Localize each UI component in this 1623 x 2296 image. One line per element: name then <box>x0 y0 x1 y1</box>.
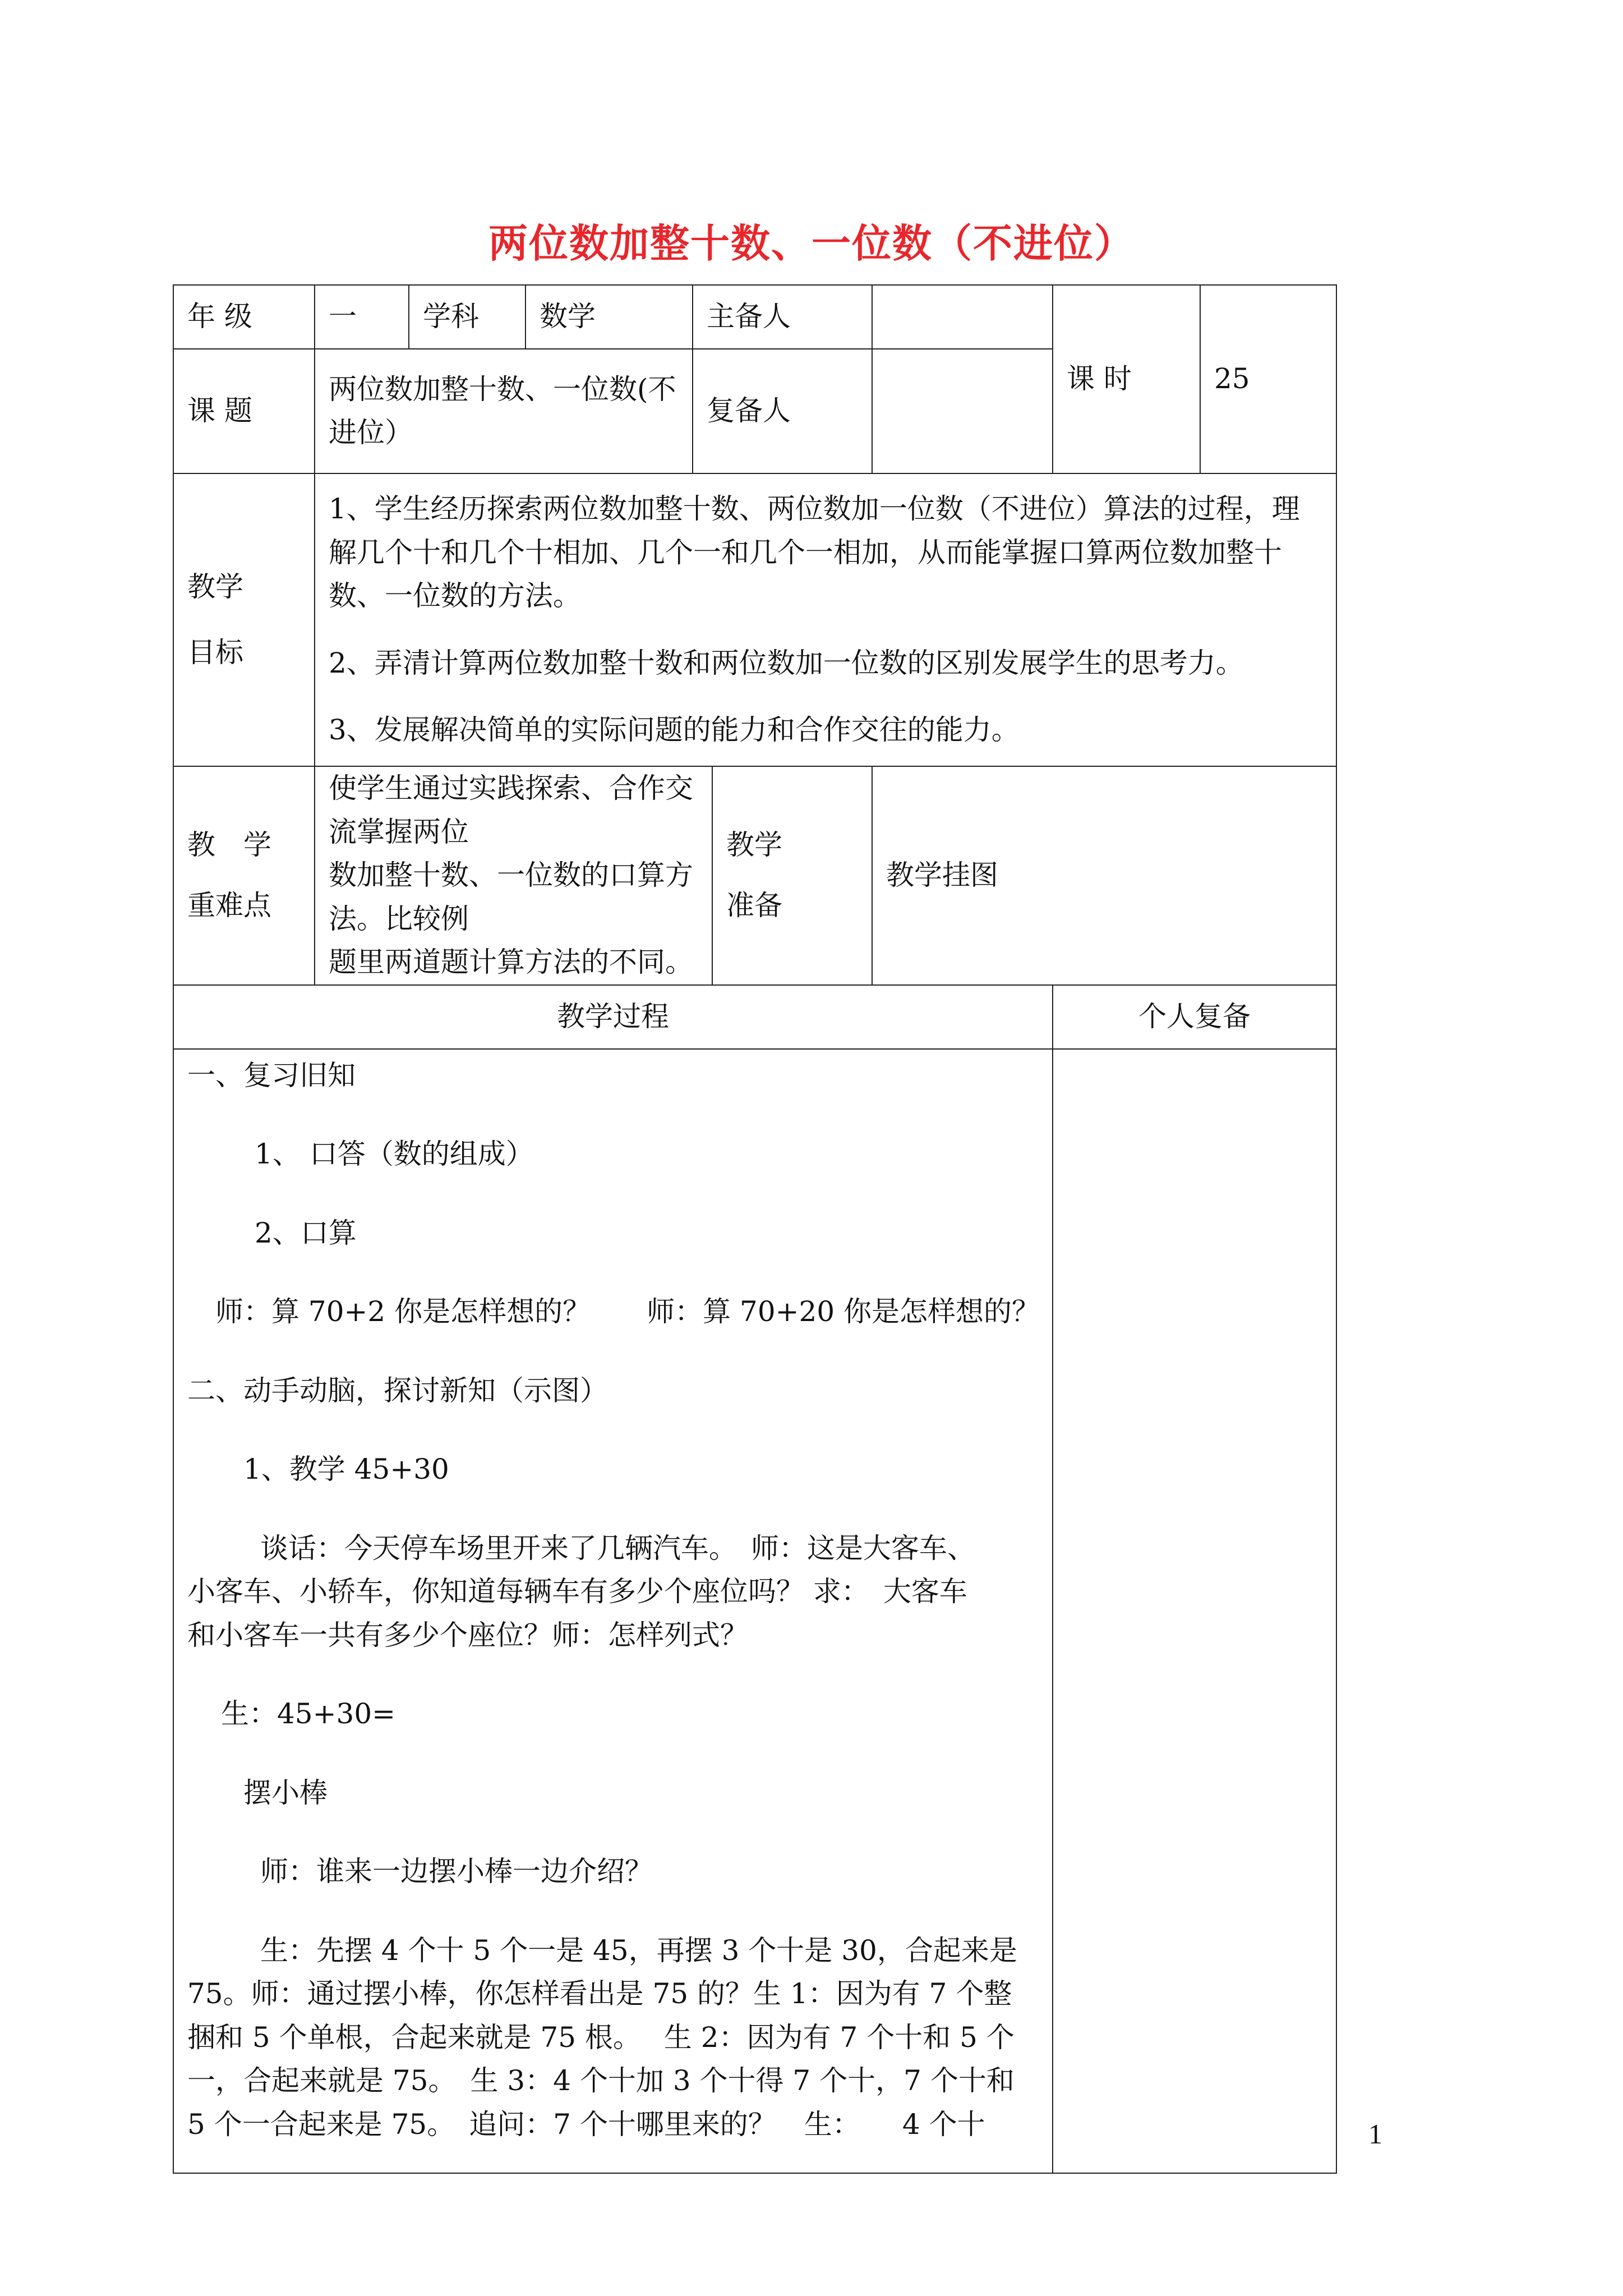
grade-label: 年 级 <box>173 285 315 349</box>
sticks-heading: 摆小棒 <box>243 1776 328 1809</box>
lead-preparer-value <box>872 285 1053 349</box>
topic-label: 课 题 <box>173 349 315 473</box>
subject-label: 学科 <box>409 285 525 349</box>
explore-item-1: 1、教学 45+30 <box>243 1453 449 1485</box>
student-equation: 生：45+30= <box>221 1697 396 1730</box>
grade-value: 一 <box>315 285 409 349</box>
page-number: 1 <box>1368 2118 1382 2150</box>
process-header-right: 个人复备 <box>1053 985 1336 1049</box>
period-value: 25 <box>1200 285 1336 473</box>
student-line-1: 生：先摆 4 个十 5 个一是 45，再摆 3 个十是 30，合起来是 <box>260 1934 1017 1967</box>
student-line-2: 75。师：通过摆小棒，你怎样看出是 75 的？生 1：因为有 7 个整 <box>187 1977 1012 2010</box>
review-item-2: 2、口算 <box>255 1216 357 1249</box>
period-label: 课 时 <box>1053 285 1200 473</box>
key-points-label-line1: 教 学 <box>187 829 271 862</box>
goals-label-line1: 教学 <box>187 570 243 603</box>
co-preparer-label: 复备人 <box>693 349 872 473</box>
co-preparer-value <box>872 349 1053 473</box>
prep-value: 教学挂图 <box>872 766 1336 985</box>
topic-value-line2: 进位） <box>329 416 413 449</box>
personal-review-column <box>1053 1049 1336 2173</box>
goals-content <box>315 473 1336 766</box>
goals-label <box>173 473 315 766</box>
review-teacher-question: 师：算 70+2 你是怎样想的？ 师：算 70+20 你是怎样想的？ <box>215 1295 1040 1328</box>
goals-label-line2: 目标 <box>187 636 243 669</box>
talk-line-2: 小客车、小轿车，你知道每辆车有多少个座位吗？ 求： 大客车 <box>187 1575 967 1608</box>
subject-value: 数学 <box>525 285 693 349</box>
goal-item-1: 1、学生经历探索两位数加整十数、两位数加一位数（不进位）算法的过程，理解几个十和几个十相加、几个一和几个一相加，从而能掌握口算两位数加整十数、一位数的方法。 <box>329 493 1300 613</box>
explore-title: 二、动手动脑，探讨新知（示图） <box>187 1374 608 1407</box>
key-points-line-1: 使学生通过实践探索、合作交流掌握两位 <box>329 772 693 848</box>
talk-line-3: 和小客车一共有多少个座位？师：怎样列式？ <box>187 1618 748 1651</box>
student-line-5: 5 个一合起来是 75。 追问：7 个十哪里来的？ 生： 4 个十 <box>187 2108 985 2141</box>
prep-label-line2: 准备 <box>726 889 782 922</box>
lesson-plan-table <box>173 284 1337 2174</box>
topic-value <box>315 349 693 473</box>
key-points-line-2: 数加整十数、一位数的口算方法。比较例 <box>329 859 693 935</box>
key-points-label <box>173 766 315 985</box>
student-line-4: 一，合起来就是 75。 生 3：4 个十加 3 个十得 7 个十，7 个十和 <box>187 2064 1015 2097</box>
prep-label-line1: 教学 <box>726 829 782 862</box>
review-title: 一、复习旧知 <box>187 1059 356 1092</box>
teacher-ask: 师：谁来一边摆小棒一边介绍？ <box>260 1855 653 1888</box>
key-points-line-3: 题里两道题计算方法的不同。 <box>329 946 693 978</box>
process-content <box>173 1049 1053 2173</box>
prep-label <box>712 766 872 985</box>
talk-line-1: 谈话：今天停车场里开来了几辆汽车。 师：这是大客车、 <box>260 1531 975 1565</box>
document-title: 两位数加整十数、一位数（不进位） <box>488 220 1135 266</box>
goal-item-2: 2、弄清计算两位数加整十数和两位数加一位数的区别发展学生的思考力。 <box>329 646 1244 679</box>
lead-preparer-label: 主备人 <box>693 285 872 349</box>
key-points-label-line2: 重难点 <box>187 889 271 922</box>
goal-item-3: 3、发展解决简单的实际问题的能力和合作交往的能力。 <box>329 714 1020 747</box>
process-header-left: 教学过程 <box>173 985 1053 1049</box>
review-item-1: 1、 口答（数的组成） <box>255 1138 534 1170</box>
student-line-3: 捆和 5 个单根，合起来就是 75 根。 生 2：因为有 7 个十和 5 个 <box>187 2021 1015 2054</box>
topic-value-line1: 两位数加整十数、一位数(不 <box>329 372 676 406</box>
key-points-content <box>315 766 712 985</box>
